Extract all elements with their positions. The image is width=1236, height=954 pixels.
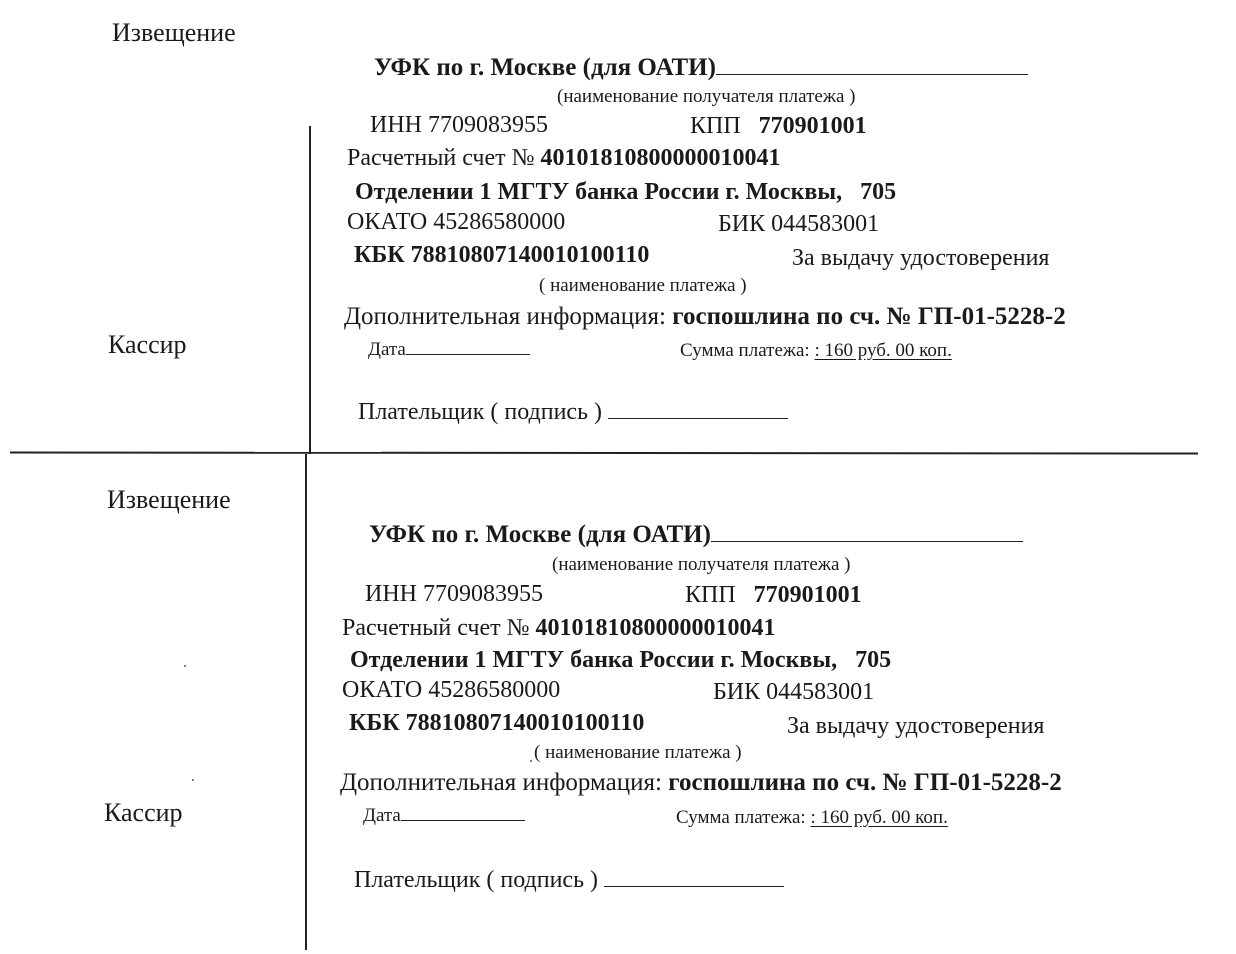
recipient-name: УФК по г. Москве (для ОАТИ) xyxy=(369,521,711,548)
recipient-caption: (наименование получателя платежа ) xyxy=(552,554,851,575)
sum-value: : 160 руб. 00 коп. xyxy=(810,807,948,828)
purpose-caption: ( наименование платежа ) xyxy=(539,275,747,296)
date-row xyxy=(368,340,530,359)
recipient-row xyxy=(374,55,1028,80)
bank-row xyxy=(355,180,896,204)
kpp xyxy=(690,114,867,138)
payer-label: Плательщик ( подпись ) xyxy=(358,399,603,425)
bank-code: 705 xyxy=(860,179,897,205)
recipient-name: УФК по г. Москве (для ОАТИ) xyxy=(374,54,716,81)
extra-info-value: госпошлина по сч. № ГП-01-5228-2 xyxy=(672,303,1066,330)
bik: БИК 044583001 xyxy=(718,211,880,237)
purpose-caption: ( наименование платежа ) xyxy=(534,742,742,763)
payment-purpose: За выдачу удостоверения xyxy=(792,245,1050,271)
sum-label: Сумма платежа: xyxy=(676,807,806,828)
sum-row xyxy=(676,808,948,827)
account-row xyxy=(347,146,780,170)
payer-signature-row xyxy=(354,868,784,892)
bank-name: Отделении 1 МГТУ банка России г. Москвы, xyxy=(350,647,838,673)
recipient-caption: (наименование получателя платежа ) xyxy=(557,86,856,107)
kpp-label: КПП xyxy=(690,113,741,139)
date-row xyxy=(363,806,525,825)
sum-row xyxy=(680,341,952,360)
payer-signature-row xyxy=(358,400,788,424)
account-label: Расчетный счет № xyxy=(342,615,530,641)
kbk: КБК 78810807140010100110 xyxy=(349,710,645,736)
vertical-divider-top xyxy=(309,126,311,454)
bank-code: 705 xyxy=(855,647,892,673)
inn: ИНН 7709083955 xyxy=(370,112,548,138)
kpp-value: 770901001 xyxy=(758,113,867,139)
payment-purpose: За выдачу удостоверения xyxy=(787,713,1045,739)
kpp-label: КПП xyxy=(685,582,736,608)
scan-speck xyxy=(530,760,532,762)
kbk: КБК 78810807140010100110 xyxy=(354,242,650,268)
recipient-underline xyxy=(716,73,1028,75)
signature-underline xyxy=(604,885,784,887)
horizontal-divider xyxy=(10,451,1198,454)
date-label: Дата xyxy=(363,805,401,826)
notice-label: Извещение xyxy=(112,18,236,47)
bik: БИК 044583001 xyxy=(713,679,875,705)
account-row xyxy=(342,616,775,640)
kpp xyxy=(685,583,862,607)
recipient-underline xyxy=(711,540,1023,542)
vertical-divider-bottom xyxy=(305,454,307,950)
sum-label: Сумма платежа: xyxy=(680,340,810,361)
extra-info-row xyxy=(340,770,1062,795)
recipient-row xyxy=(369,522,1023,547)
extra-info-label: Дополнительная информация: xyxy=(340,769,662,796)
account-value: 40101810800000010041 xyxy=(540,145,781,171)
date-label: Дата xyxy=(368,339,406,360)
extra-info-value: госпошлина по сч. № ГП-01-5228-2 xyxy=(668,769,1062,796)
cashier-label: Кассир xyxy=(104,798,183,827)
cashier-label: Кассир xyxy=(108,330,187,359)
scan-speck xyxy=(184,665,186,667)
okato: ОКАТО 45286580000 xyxy=(347,209,566,235)
account-value: 40101810800000010041 xyxy=(535,615,776,641)
inn: ИНН 7709083955 xyxy=(365,581,543,607)
account-label: Расчетный счет № xyxy=(347,145,535,171)
sum-value: : 160 руб. 00 коп. xyxy=(814,340,952,361)
okato: ОКАТО 45286580000 xyxy=(342,677,561,703)
bank-row xyxy=(350,648,891,672)
bank-name: Отделении 1 МГТУ банка России г. Москвы, xyxy=(355,179,843,205)
date-underline xyxy=(406,353,530,355)
extra-info-row xyxy=(344,304,1066,329)
kpp-value: 770901001 xyxy=(753,582,862,608)
extra-info-label: Дополнительная информация: xyxy=(344,303,666,330)
signature-underline xyxy=(608,417,788,419)
date-underline xyxy=(401,819,525,821)
scan-speck xyxy=(192,779,194,781)
payer-label: Плательщик ( подпись ) xyxy=(354,867,599,893)
notice-label: Извещение xyxy=(107,485,231,514)
